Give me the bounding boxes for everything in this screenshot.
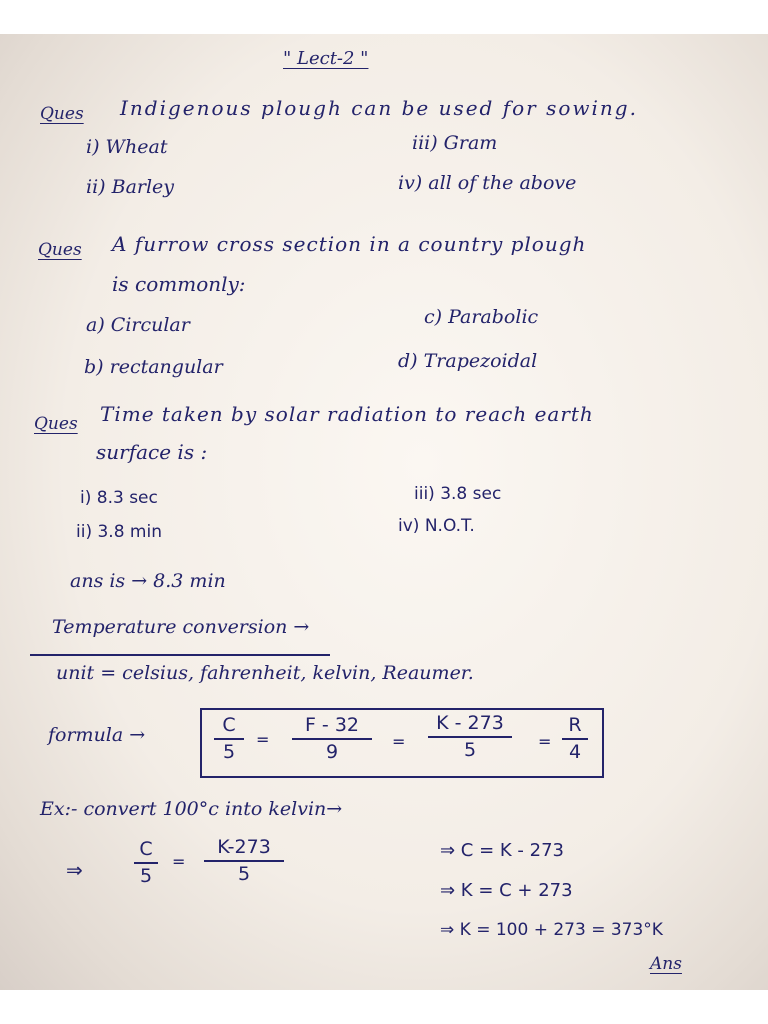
q3-option-3: iii) 3.8 sec xyxy=(414,484,502,504)
q2-option-c: c) Parabolic xyxy=(424,306,539,328)
heading-underline xyxy=(30,654,330,656)
page-title: " Lect-2 " xyxy=(283,48,369,69)
example-frac-k: K-273 5 xyxy=(204,838,284,884)
q3-label: Ques xyxy=(34,414,78,434)
q3-option-2: ii) 3.8 min xyxy=(76,522,162,542)
example-frac-c: C 5 xyxy=(134,840,158,886)
q3-option-1: i) 8.3 sec xyxy=(80,488,158,508)
formula-frac-c: C 5 xyxy=(214,716,244,762)
q1-option-3: iii) Gram xyxy=(412,132,498,154)
q2-option-b: b) rectangular xyxy=(84,356,223,378)
q3-line-2: surface is : xyxy=(96,440,208,464)
q3-line-1: Time taken by solar radiation to reach earth xyxy=(100,402,594,426)
q2-option-a: a) Circular xyxy=(86,314,190,336)
q2-line-2: is commonly: xyxy=(112,272,246,296)
q3-option-4: iv) N.O.T. xyxy=(398,516,475,536)
step-1: ⇒ C = K - 273 xyxy=(440,840,564,861)
step-3: ⇒ K = 100 + 273 = 373°K xyxy=(440,920,663,940)
example-label: Ex:- convert 100°c into kelvin→ xyxy=(40,798,343,820)
temp-units: unit = celsius, fahrenheit, kelvin, Reaumer. xyxy=(56,662,474,684)
q3-answer: ans is → 8.3 min xyxy=(70,570,226,592)
formula-eq-3: = xyxy=(538,732,552,751)
q2-line-1: A furrow cross section in a country plough xyxy=(112,232,587,256)
example-eq: = xyxy=(172,852,186,871)
step-2: ⇒ K = C + 273 xyxy=(440,880,573,901)
formula-eq-2: = xyxy=(392,732,406,751)
notebook-page xyxy=(0,34,768,990)
formula-eq-1: = xyxy=(256,730,270,749)
q1-label: Ques xyxy=(40,104,84,124)
temp-heading: Temperature conversion → xyxy=(52,616,310,638)
q1-text: Indigenous plough can be used for sowing. xyxy=(120,96,638,120)
formula-frac-k: K - 273 5 xyxy=(428,714,512,760)
q2-label: Ques xyxy=(38,240,82,260)
formula-label: formula → xyxy=(48,724,146,746)
q1-option-2: ii) Barley xyxy=(86,176,175,198)
example-arrow: ⇒ xyxy=(66,858,83,882)
formula-frac-r: R 4 xyxy=(562,716,588,762)
q1-option-4: iv) all of the above xyxy=(398,172,577,194)
q1-option-1: i) Wheat xyxy=(86,136,168,158)
q2-option-d: d) Trapezoidal xyxy=(398,350,538,372)
formula-frac-f: F - 32 9 xyxy=(292,716,372,762)
answer-mark: Ans xyxy=(650,954,682,974)
